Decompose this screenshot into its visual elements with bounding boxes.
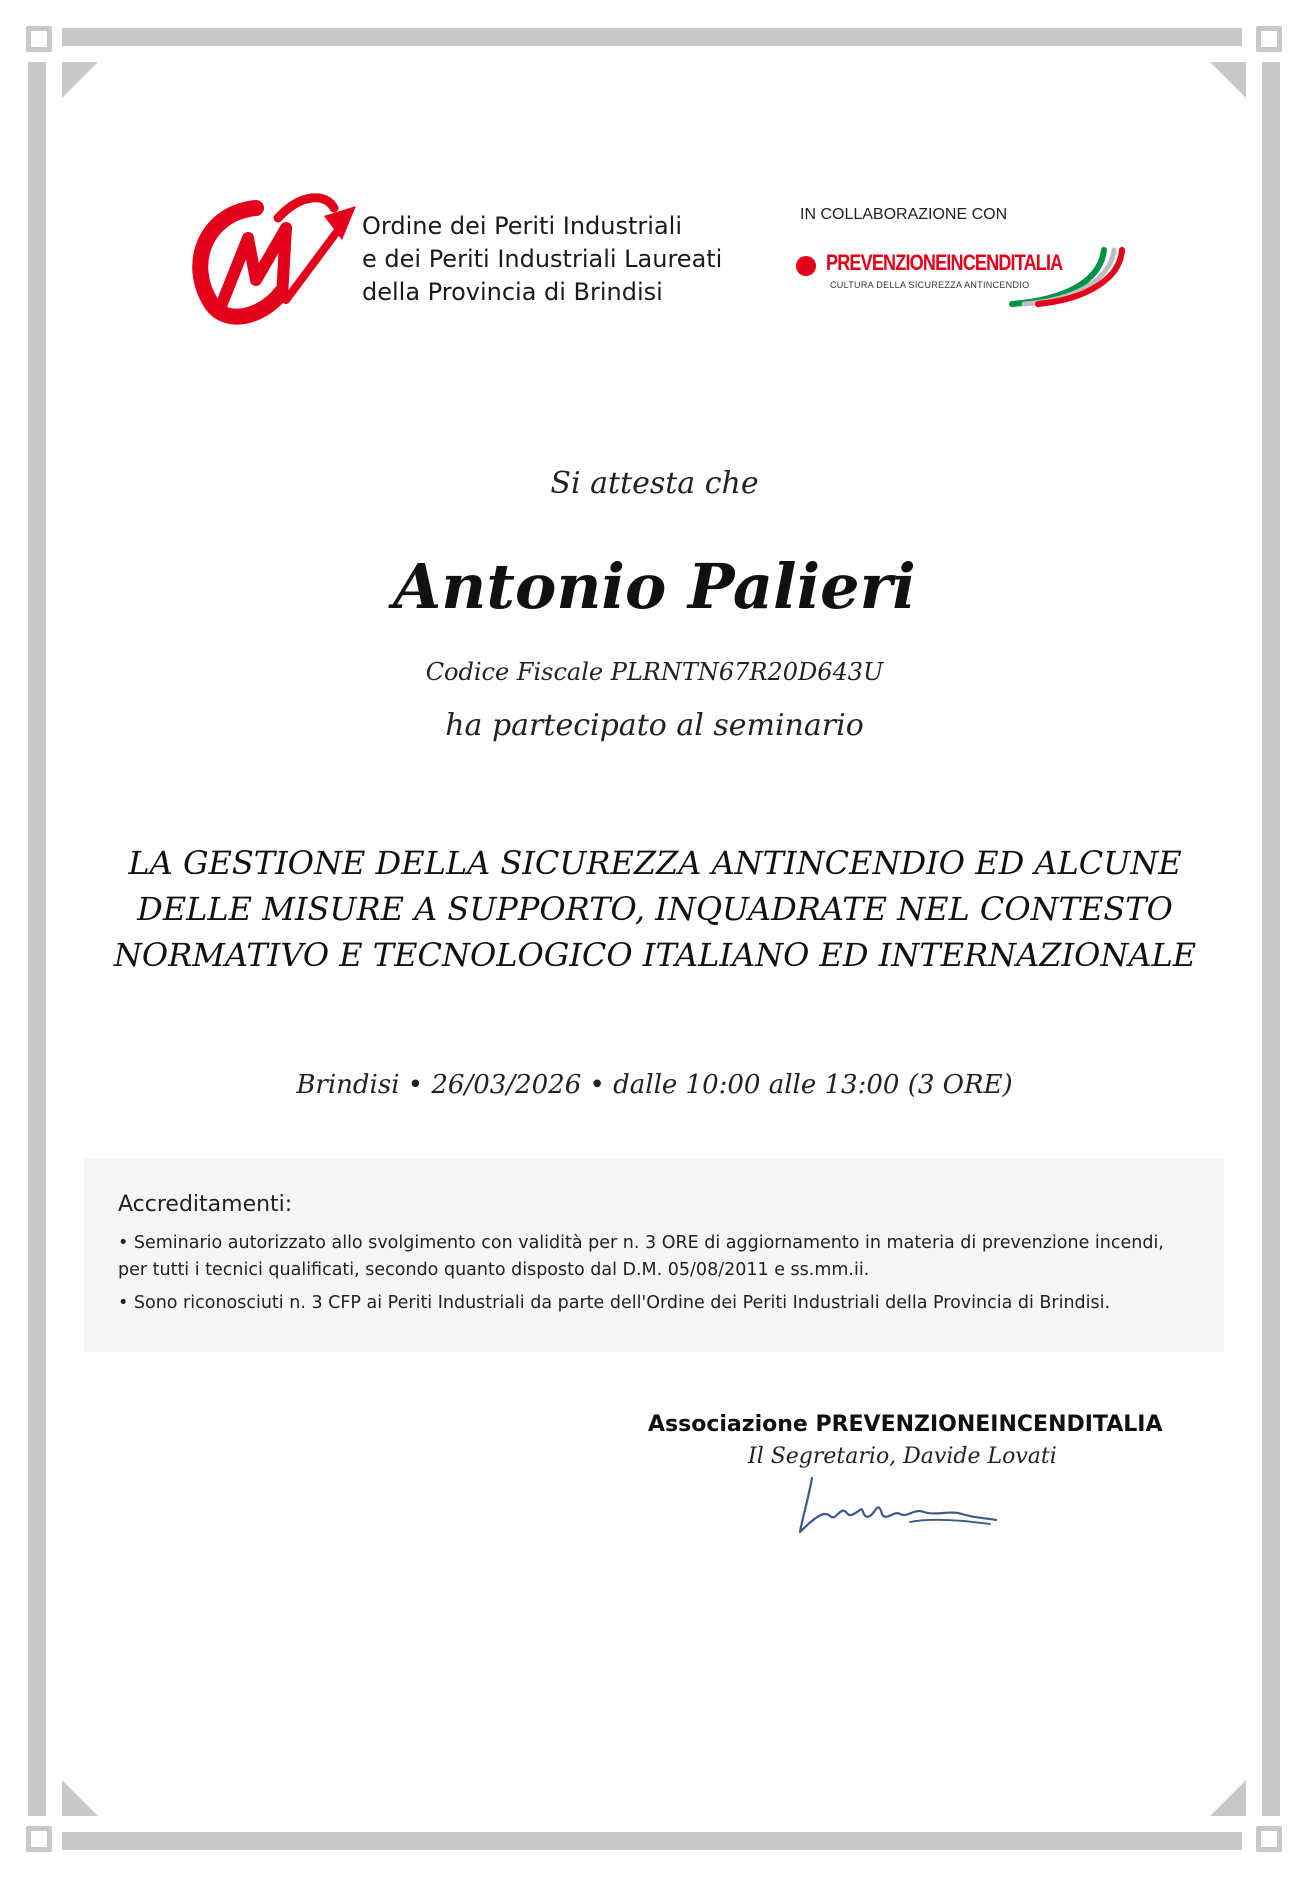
frame-corner-top-right <box>1256 26 1282 52</box>
org-logo-icon <box>186 188 358 334</box>
italian-flag-swoosh-icon <box>1004 244 1126 310</box>
accreditation-item: • Seminario autorizzato allo svolgimento con validità per n. 3 ORE di aggiornamento in materia di prevenzione incendi, per tutti i tecnici qualificati, secondo quanto disposto dal D.M. 05/08/2011 e ss.mm.ii. <box>118 1233 1164 1280</box>
seminar-title <box>110 840 1200 978</box>
partner-tagline: CULTURA DELLA SICUREZZA ANTINCENDIO <box>830 280 1030 290</box>
frame-border-bottom <box>62 1832 1242 1850</box>
frame-border-right <box>1262 62 1280 1816</box>
signature-organization: Associazione PREVENZIONEINCENDITALIA <box>648 1412 1163 1437</box>
collab-label: IN COLLABORAZIONE CON <box>800 206 1008 223</box>
intro-text: Si attesta che <box>550 466 759 501</box>
accreditation-item: • Sono riconosciuti n. 3 CFP ai Periti Industriali da parte dell'Ordine dei Periti Industriali della Provincia di Brindisi. <box>118 1293 1111 1313</box>
org-name <box>362 210 722 309</box>
seminar-title-line: NORMATIVO E TECNOLOGICO ITALIANO ED INTERNAZIONALE <box>113 936 1197 974</box>
frame-corner-bottom-left <box>26 1826 52 1852</box>
tax-code: Codice Fiscale PLRNTN67R20D643U <box>425 658 884 686</box>
org-name-line: e dei Periti Industriali Laureati <box>362 245 723 273</box>
frame-corner-top-left <box>26 26 52 52</box>
corner-triangle-top-right <box>1210 62 1246 98</box>
org-name-line: della Provincia di Brindisi <box>362 278 663 306</box>
corner-triangle-top-left <box>62 62 98 98</box>
frame-corner-bottom-right <box>1256 1826 1282 1852</box>
participated-text: ha partecipato al seminario <box>445 708 864 743</box>
red-dot-icon <box>796 256 816 276</box>
accreditation-box <box>84 1158 1224 1352</box>
corner-triangle-bottom-left <box>62 1780 98 1816</box>
partner-name: PREVENZIONEINCENDITALIA <box>826 250 1063 275</box>
person-name: Antonio Palieri <box>393 550 916 623</box>
signature-role: Il Segretario, Davide Lovati <box>748 1444 1057 1469</box>
corner-triangle-bottom-right <box>1210 1780 1246 1816</box>
frame-border-left <box>28 62 46 1816</box>
event-details: Brindisi • 26/03/2026 • dalle 10:00 alle 13:00 (3 ORE) <box>296 1070 1013 1100</box>
seminar-title-line: LA GESTIONE DELLA SICUREZZA ANTINCENDIO ED ALCUNE <box>128 844 1182 882</box>
seminar-title-line: DELLE MISURE A SUPPORTO, INQUADRATE NEL CONTESTO <box>137 890 1173 928</box>
org-name-line: Ordine dei Periti Industriali <box>362 212 682 240</box>
frame-border-top <box>62 28 1242 46</box>
partner-logo <box>796 244 1126 314</box>
accreditation-title: Accreditamenti: <box>118 1192 293 1217</box>
handwritten-signature-icon <box>790 1470 1000 1540</box>
